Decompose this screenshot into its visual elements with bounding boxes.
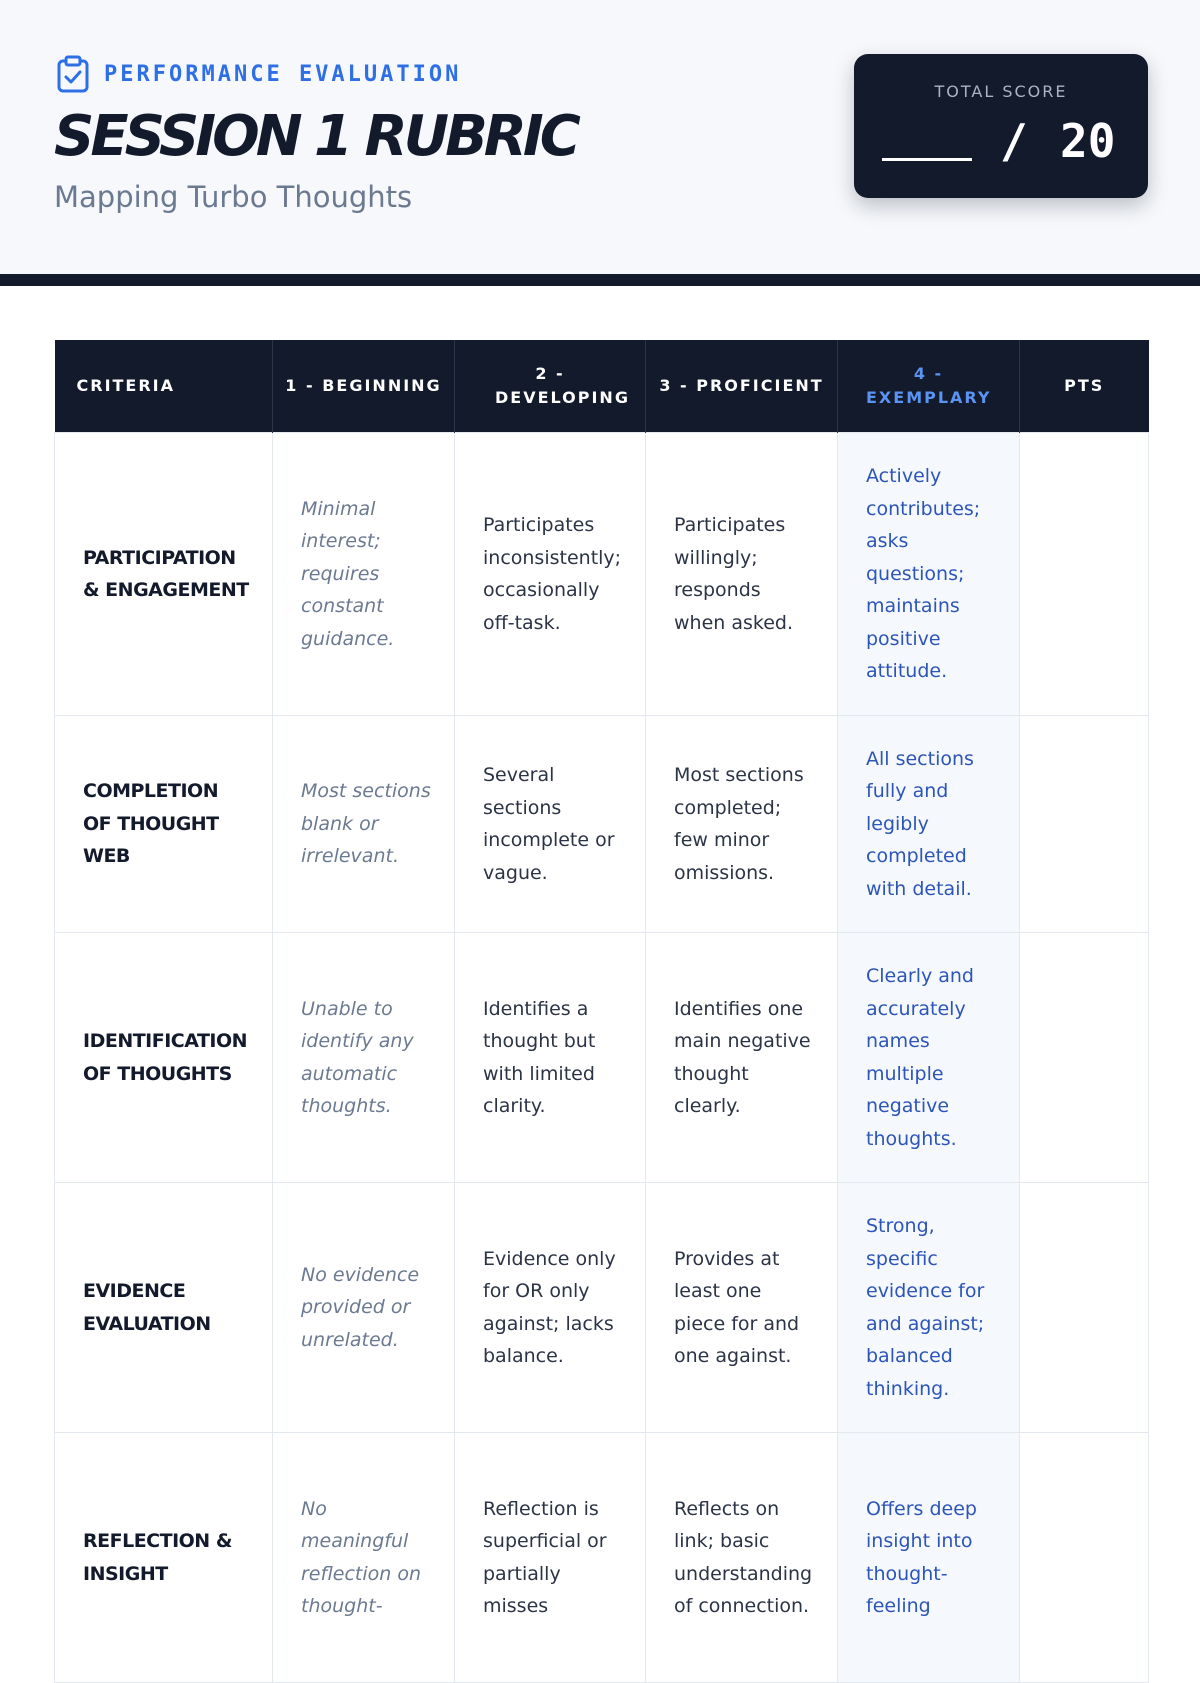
page-subtitle: Mapping Turbo Thoughts xyxy=(54,180,413,214)
exemplary-cell: Clearly and accurately names multiple negative thoughts. xyxy=(838,933,1020,1183)
proficient-cell: Most sections completed; few minor omissions. xyxy=(646,716,838,933)
clipboard-check-icon xyxy=(56,55,90,93)
score-separator: / xyxy=(1000,114,1028,168)
proficient-cell: Identifies one main negative thought clearly. xyxy=(646,933,838,1183)
header-criteria: CRITERIA xyxy=(55,340,273,433)
developing-cell: Reflection is superficial or partially misses xyxy=(455,1433,646,1683)
points-cell[interactable] xyxy=(1020,1433,1149,1683)
header-exemplary: 4 - EXEMPLARY xyxy=(838,340,1020,433)
total-score-card xyxy=(854,54,1148,198)
header-beginning: 1 - BEGINNING xyxy=(273,340,455,433)
proficient-cell: Reflects on link; basic understanding of connection. xyxy=(646,1433,838,1683)
criteria-cell: REFLECTION & INSIGHT xyxy=(55,1433,273,1683)
score-blank-line[interactable] xyxy=(882,158,972,161)
header-developing: 2 - DEVELOPING xyxy=(455,340,646,433)
kicker xyxy=(56,54,461,94)
criteria-cell: EVIDENCE EVALUATION xyxy=(55,1183,273,1433)
exemplary-cell: Strong, specific evidence for and against; balanced thinking. xyxy=(838,1183,1020,1433)
table-row xyxy=(55,933,1149,1183)
beginning-cell: No meaningful reflection on thought- xyxy=(273,1433,455,1683)
table-row xyxy=(55,716,1149,933)
exemplary-cell: All sections fully and legibly completed with detail. xyxy=(838,716,1020,933)
proficient-cell: Provides at least one piece for and one against. xyxy=(646,1183,838,1433)
header-divider xyxy=(0,274,1200,286)
criteria-cell: IDENTIFICATION OF THOUGHTS xyxy=(55,933,273,1183)
table-row xyxy=(55,1183,1149,1433)
total-score-label: TOTAL SCORE xyxy=(934,82,1068,101)
points-cell[interactable] xyxy=(1020,716,1149,933)
beginning-cell: No evidence provided or unrelated. xyxy=(273,1183,455,1433)
beginning-cell: Minimal interest; requires constant guidance. xyxy=(273,433,455,716)
kicker-label: PERFORMANCE EVALUATION xyxy=(104,61,462,87)
page-header xyxy=(0,0,1200,274)
table-header-row xyxy=(55,340,1149,433)
proficient-cell: Participates willingly; responds when asked. xyxy=(646,433,838,716)
exemplary-cell: Actively contributes; asks questions; maintains positive attitude. xyxy=(838,433,1020,716)
header-points: PTS xyxy=(1020,340,1149,433)
developing-cell: Several sections incomplete or vague. xyxy=(455,716,646,933)
exemplary-cell: Offers deep insight into thought-feeling xyxy=(838,1433,1020,1683)
score-max: 20 xyxy=(1060,114,1116,168)
rubric-table xyxy=(54,340,1149,1683)
page-title: SESSION 1 RUBRIC xyxy=(54,104,577,169)
points-cell[interactable] xyxy=(1020,933,1149,1183)
criteria-cell: PARTICIPATION & ENGAGEMENT xyxy=(55,433,273,716)
developing-cell: Participates inconsistently; occasionally off-task. xyxy=(455,433,646,716)
developing-cell: Evidence only for OR only against; lacks balance. xyxy=(455,1183,646,1433)
developing-cell: Identifies a thought but with limited clarity. xyxy=(455,933,646,1183)
table-row xyxy=(55,433,1149,716)
header-proficient: 3 - PROFICIENT xyxy=(646,340,838,433)
table-row xyxy=(55,1433,1149,1683)
points-cell[interactable] xyxy=(1020,433,1149,716)
beginning-cell: Most sections blank or irrelevant. xyxy=(273,716,455,933)
beginning-cell: Unable to identify any automatic thoughts. xyxy=(273,933,455,1183)
points-cell[interactable] xyxy=(1020,1183,1149,1433)
criteria-cell: COMPLETION OF THOUGHT WEB xyxy=(55,716,273,933)
